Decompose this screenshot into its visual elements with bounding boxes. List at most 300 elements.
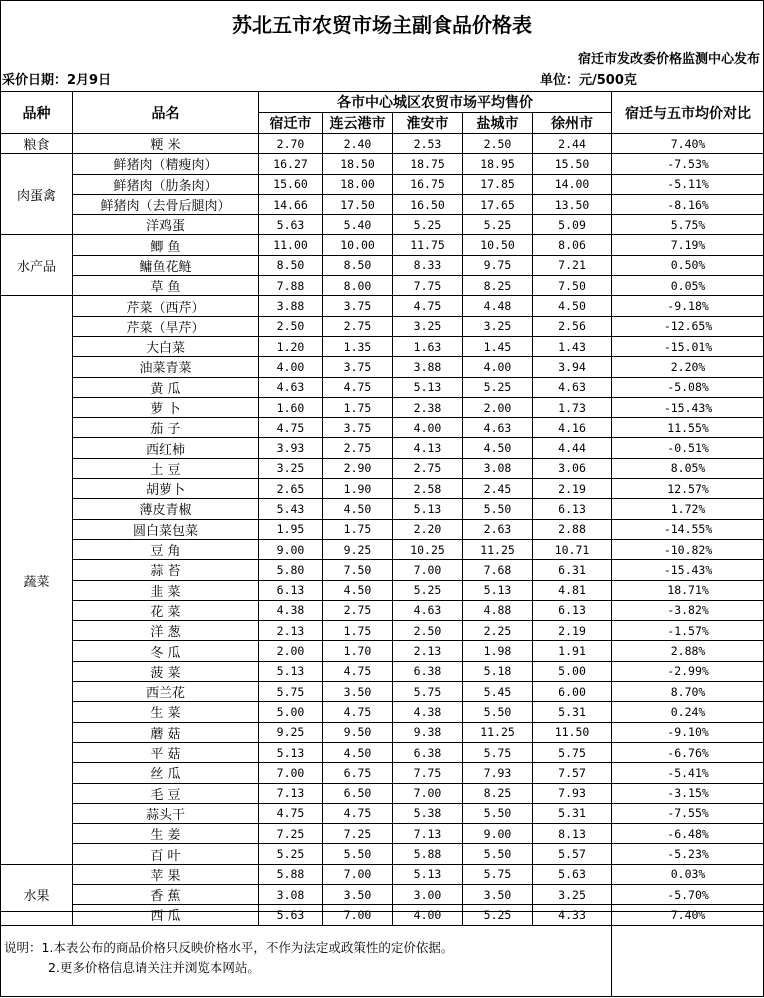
price-cell: 3.88 bbox=[393, 357, 463, 377]
product-name: 香 蕉 bbox=[73, 884, 259, 904]
price-cell: 2.88 bbox=[533, 519, 612, 539]
price-cell: 1.98 bbox=[463, 641, 533, 661]
product-name: 冬 瓜 bbox=[73, 641, 259, 661]
compare-cell: -10.82% bbox=[612, 539, 764, 559]
price-cell: 5.50 bbox=[463, 803, 533, 823]
price-cell: 4.50 bbox=[323, 742, 393, 762]
price-cell: 2.19 bbox=[533, 479, 612, 499]
table-row bbox=[1, 600, 764, 620]
price-cell: 6.38 bbox=[393, 661, 463, 681]
product-name: 土 豆 bbox=[73, 458, 259, 478]
price-cell: 8.50 bbox=[259, 255, 323, 275]
price-cell: 5.13 bbox=[393, 864, 463, 884]
price-cell: 2.75 bbox=[323, 600, 393, 620]
compare-cell: 0.05% bbox=[612, 276, 764, 296]
price-cell: 5.25 bbox=[463, 215, 533, 235]
price-cell: 5.13 bbox=[259, 742, 323, 762]
category-cell: 粮食 bbox=[1, 134, 73, 154]
table-row bbox=[1, 174, 764, 194]
price-cell: 5.18 bbox=[463, 661, 533, 681]
product-name: 菠 菜 bbox=[73, 661, 259, 681]
price-cell: 7.75 bbox=[393, 276, 463, 296]
price-cell: 4.63 bbox=[533, 377, 612, 397]
price-cell: 2.90 bbox=[323, 458, 393, 478]
price-cell: 5.00 bbox=[533, 661, 612, 681]
table-row bbox=[1, 377, 764, 397]
price-cell: 5.63 bbox=[533, 864, 612, 884]
product-name: 黄 瓜 bbox=[73, 377, 259, 397]
price-cell: 5.40 bbox=[323, 215, 393, 235]
compare-cell: -6.76% bbox=[612, 742, 764, 762]
price-cell: 7.00 bbox=[393, 560, 463, 580]
table-row bbox=[1, 864, 764, 884]
header-name: 品名 bbox=[73, 92, 259, 134]
price-cell: 1.75 bbox=[323, 519, 393, 539]
table-row bbox=[1, 276, 764, 296]
price-cell: 4.50 bbox=[463, 438, 533, 458]
product-name: 豆 角 bbox=[73, 539, 259, 559]
price-cell: 5.38 bbox=[393, 803, 463, 823]
price-cell: 3.25 bbox=[259, 458, 323, 478]
product-name: 洋鸡蛋 bbox=[73, 215, 259, 235]
compare-cell: 0.24% bbox=[612, 702, 764, 722]
price-cell: 5.25 bbox=[393, 580, 463, 600]
price-cell: 16.75 bbox=[393, 174, 463, 194]
table-row bbox=[1, 641, 764, 661]
price-cell: 1.73 bbox=[533, 397, 612, 417]
price-cell: 7.00 bbox=[393, 783, 463, 803]
compare-cell: 0.03% bbox=[612, 864, 764, 884]
table-row bbox=[1, 722, 764, 742]
price-cell: 13.50 bbox=[533, 194, 612, 214]
price-cell: 11.25 bbox=[463, 539, 533, 559]
price-cell: 8.13 bbox=[533, 824, 612, 844]
price-cell: 5.25 bbox=[463, 905, 533, 925]
product-name: 圆白菜包菜 bbox=[73, 519, 259, 539]
product-name: 生 姜 bbox=[73, 824, 259, 844]
header-group: 各市中心城区农贸市场平均售价 bbox=[259, 92, 612, 113]
price-cell: 2.00 bbox=[259, 641, 323, 661]
price-cell: 4.38 bbox=[393, 702, 463, 722]
price-cell: 3.50 bbox=[463, 884, 533, 904]
price-cell: 1.43 bbox=[533, 336, 612, 356]
price-cell: 1.20 bbox=[259, 336, 323, 356]
price-cell: 7.13 bbox=[393, 824, 463, 844]
product-name: 鲜猪肉（精瘦肉） bbox=[73, 154, 259, 174]
price-cell: 2.25 bbox=[463, 621, 533, 641]
table-row bbox=[1, 702, 764, 722]
table-row bbox=[1, 438, 764, 458]
product-name: 鳙鱼花鲢 bbox=[73, 255, 259, 275]
table-row bbox=[1, 154, 764, 174]
category-cell: 水果 bbox=[1, 864, 73, 925]
price-cell: 1.91 bbox=[533, 641, 612, 661]
compare-cell: 12.57% bbox=[612, 479, 764, 499]
price-cell: 2.75 bbox=[323, 316, 393, 336]
price-cell: 6.38 bbox=[393, 742, 463, 762]
price-cell: 5.50 bbox=[323, 844, 393, 864]
price-cell: 2.70 bbox=[259, 134, 323, 154]
product-name: 粳 米 bbox=[73, 134, 259, 154]
product-name: 西红柿 bbox=[73, 438, 259, 458]
price-cell: 2.53 bbox=[393, 134, 463, 154]
compare-cell: -5.08% bbox=[612, 377, 764, 397]
price-cell: 3.06 bbox=[533, 458, 612, 478]
price-cell: 7.13 bbox=[259, 783, 323, 803]
price-cell: 10.71 bbox=[533, 539, 612, 559]
price-cell: 3.25 bbox=[463, 316, 533, 336]
table-row bbox=[1, 580, 764, 600]
price-cell: 2.19 bbox=[533, 621, 612, 641]
price-cell: 8.06 bbox=[533, 235, 612, 255]
product-name: 毛 豆 bbox=[73, 783, 259, 803]
price-cell: 4.44 bbox=[533, 438, 612, 458]
product-name: 蒜 苔 bbox=[73, 560, 259, 580]
price-cell: 4.63 bbox=[463, 418, 533, 438]
price-cell: 5.63 bbox=[259, 215, 323, 235]
price-cell: 11.00 bbox=[259, 235, 323, 255]
price-cell: 3.93 bbox=[259, 438, 323, 458]
price-cell: 3.08 bbox=[259, 884, 323, 904]
product-name: 洋 葱 bbox=[73, 621, 259, 641]
compare-cell: 5.75% bbox=[612, 215, 764, 235]
product-name: 油菜青菜 bbox=[73, 357, 259, 377]
price-cell: 10.50 bbox=[463, 235, 533, 255]
header-compare: 宿迁与五市均价对比 bbox=[612, 92, 764, 134]
price-cell: 7.00 bbox=[323, 905, 393, 925]
price-cell: 17.85 bbox=[463, 174, 533, 194]
compare-cell: -5.41% bbox=[612, 763, 764, 783]
price-cell: 5.25 bbox=[463, 377, 533, 397]
price-cell: 7.00 bbox=[259, 763, 323, 783]
price-cell: 3.75 bbox=[323, 296, 393, 316]
compare-cell: 8.70% bbox=[612, 682, 764, 702]
price-cell: 4.75 bbox=[259, 418, 323, 438]
price-cell: 3.50 bbox=[323, 884, 393, 904]
table-row bbox=[1, 560, 764, 580]
table-row bbox=[1, 539, 764, 559]
compare-cell: 7.40% bbox=[612, 134, 764, 154]
price-cell: 5.57 bbox=[533, 844, 612, 864]
compare-cell: 1.72% bbox=[612, 499, 764, 519]
price-cell: 5.31 bbox=[533, 803, 612, 823]
price-cell: 4.75 bbox=[323, 661, 393, 681]
product-name: 百 叶 bbox=[73, 844, 259, 864]
price-cell: 4.75 bbox=[323, 803, 393, 823]
price-cell: 4.00 bbox=[393, 418, 463, 438]
price-cell: 9.25 bbox=[259, 722, 323, 742]
price-cell: 5.75 bbox=[259, 682, 323, 702]
price-cell: 9.38 bbox=[393, 722, 463, 742]
compare-cell: -3.15% bbox=[612, 783, 764, 803]
header-city: 徐州市 bbox=[533, 113, 612, 134]
notes-section bbox=[0, 911, 764, 998]
product-name: 苹 果 bbox=[73, 864, 259, 884]
product-name: 萝 卜 bbox=[73, 397, 259, 417]
table-row bbox=[1, 357, 764, 377]
price-cell: 15.60 bbox=[259, 174, 323, 194]
compare-cell: -5.23% bbox=[612, 844, 764, 864]
product-name: 花 菜 bbox=[73, 600, 259, 620]
price-cell: 7.57 bbox=[533, 763, 612, 783]
price-cell: 14.00 bbox=[533, 174, 612, 194]
compare-cell: -5.11% bbox=[612, 174, 764, 194]
compare-cell: 2.88% bbox=[612, 641, 764, 661]
page-title: 苏北五市农贸市场主副食品价格表 bbox=[0, 0, 764, 50]
compare-cell: -15.43% bbox=[612, 560, 764, 580]
table-row bbox=[1, 418, 764, 438]
product-name: 平 菇 bbox=[73, 742, 259, 762]
header-city: 盐城市 bbox=[463, 113, 533, 134]
compare-cell: -15.43% bbox=[612, 397, 764, 417]
price-cell: 1.90 bbox=[323, 479, 393, 499]
price-cell: 4.75 bbox=[393, 296, 463, 316]
category-cell: 肉蛋禽 bbox=[1, 154, 73, 235]
table-row bbox=[1, 783, 764, 803]
price-cell: 15.50 bbox=[533, 154, 612, 174]
price-cell: 17.50 bbox=[323, 194, 393, 214]
table-row bbox=[1, 621, 764, 641]
price-cell: 6.13 bbox=[533, 600, 612, 620]
price-cell: 17.65 bbox=[463, 194, 533, 214]
table-row bbox=[1, 397, 764, 417]
price-cell: 4.50 bbox=[323, 580, 393, 600]
price-cell: 4.75 bbox=[259, 803, 323, 823]
table-row bbox=[1, 316, 764, 336]
price-cell: 4.00 bbox=[463, 357, 533, 377]
price-cell: 4.88 bbox=[463, 600, 533, 620]
price-cell: 18.50 bbox=[323, 154, 393, 174]
price-cell: 3.00 bbox=[393, 884, 463, 904]
price-cell: 7.75 bbox=[393, 763, 463, 783]
price-cell: 2.75 bbox=[393, 458, 463, 478]
table-row bbox=[1, 803, 764, 823]
price-cell: 2.63 bbox=[463, 519, 533, 539]
table-row bbox=[1, 215, 764, 235]
price-cell: 2.45 bbox=[463, 479, 533, 499]
price-cell: 1.95 bbox=[259, 519, 323, 539]
header-category: 品种 bbox=[1, 92, 73, 134]
table-row bbox=[1, 296, 764, 316]
price-cell: 7.88 bbox=[259, 276, 323, 296]
price-cell: 5.88 bbox=[393, 844, 463, 864]
price-cell: 9.00 bbox=[259, 539, 323, 559]
price-cell: 1.70 bbox=[323, 641, 393, 661]
price-cell: 2.65 bbox=[259, 479, 323, 499]
price-cell: 9.00 bbox=[463, 824, 533, 844]
table-row bbox=[1, 458, 764, 478]
compare-cell: 0.50% bbox=[612, 255, 764, 275]
compare-cell: -15.01% bbox=[612, 336, 764, 356]
header-city: 淮安市 bbox=[393, 113, 463, 134]
table-row bbox=[1, 824, 764, 844]
compare-cell: -2.99% bbox=[612, 661, 764, 681]
price-cell: 5.31 bbox=[533, 702, 612, 722]
table-row bbox=[1, 884, 764, 904]
price-cell: 1.45 bbox=[463, 336, 533, 356]
price-cell: 7.21 bbox=[533, 255, 612, 275]
price-cell: 5.43 bbox=[259, 499, 323, 519]
price-cell: 1.75 bbox=[323, 621, 393, 641]
price-cell: 5.45 bbox=[463, 682, 533, 702]
price-cell: 10.25 bbox=[393, 539, 463, 559]
price-cell: 2.40 bbox=[323, 134, 393, 154]
price-cell: 3.50 bbox=[323, 682, 393, 702]
compare-cell: -12.65% bbox=[612, 316, 764, 336]
compare-cell: -9.10% bbox=[612, 722, 764, 742]
price-cell: 5.63 bbox=[259, 905, 323, 925]
price-cell: 5.13 bbox=[463, 580, 533, 600]
table-row bbox=[1, 519, 764, 539]
price-cell: 7.93 bbox=[463, 763, 533, 783]
note-line-1: 说明：1.本表公布的商品价格只反映价格水平，不作为法定或政策性的定价依据。 bbox=[4, 938, 453, 956]
price-cell: 2.75 bbox=[323, 438, 393, 458]
price-cell: 5.75 bbox=[463, 742, 533, 762]
price-cell: 2.20 bbox=[393, 519, 463, 539]
price-cell: 8.25 bbox=[463, 276, 533, 296]
price-cell: 3.75 bbox=[323, 357, 393, 377]
note-line-2: 2.更多价格信息请关注并浏览本网站。 bbox=[48, 958, 260, 976]
price-cell: 6.00 bbox=[533, 682, 612, 702]
unit-label: 单位：元/500克 bbox=[540, 71, 637, 91]
table-row bbox=[1, 235, 764, 255]
compare-cell: -6.48% bbox=[612, 824, 764, 844]
table-row bbox=[1, 479, 764, 499]
category-cell: 水产品 bbox=[1, 235, 73, 296]
table-row bbox=[1, 255, 764, 275]
compare-cell: 11.55% bbox=[612, 418, 764, 438]
price-cell: 6.31 bbox=[533, 560, 612, 580]
price-cell: 7.25 bbox=[259, 824, 323, 844]
product-name: 胡萝卜 bbox=[73, 479, 259, 499]
price-cell: 6.13 bbox=[533, 499, 612, 519]
price-cell: 3.25 bbox=[533, 884, 612, 904]
compare-cell: 18.71% bbox=[612, 580, 764, 600]
product-name: 韭 菜 bbox=[73, 580, 259, 600]
price-cell: 4.50 bbox=[533, 296, 612, 316]
price-cell: 6.13 bbox=[259, 580, 323, 600]
price-cell: 7.93 bbox=[533, 783, 612, 803]
product-name: 鲜猪肉（去骨后腿肉） bbox=[73, 194, 259, 214]
price-cell: 8.50 bbox=[323, 255, 393, 275]
product-name: 丝 瓜 bbox=[73, 763, 259, 783]
product-name: 蘑 菇 bbox=[73, 722, 259, 742]
price-cell: 2.13 bbox=[393, 641, 463, 661]
compare-cell: 7.19% bbox=[612, 235, 764, 255]
price-cell: 10.00 bbox=[323, 235, 393, 255]
product-name: 芹菜（西芹） bbox=[73, 296, 259, 316]
price-cell: 5.25 bbox=[393, 215, 463, 235]
compare-cell: -5.70% bbox=[612, 884, 764, 904]
compare-cell: -1.57% bbox=[612, 621, 764, 641]
price-cell: 8.33 bbox=[393, 255, 463, 275]
price-cell: 2.50 bbox=[259, 316, 323, 336]
compare-cell: 8.05% bbox=[612, 458, 764, 478]
compare-cell: -3.82% bbox=[612, 600, 764, 620]
price-cell: 4.00 bbox=[393, 905, 463, 925]
price-cell: 4.81 bbox=[533, 580, 612, 600]
price-cell: 5.50 bbox=[463, 499, 533, 519]
price-cell: 4.16 bbox=[533, 418, 612, 438]
table-row bbox=[1, 134, 764, 154]
price-cell: 16.27 bbox=[259, 154, 323, 174]
price-cell: 5.80 bbox=[259, 560, 323, 580]
price-cell: 4.38 bbox=[259, 600, 323, 620]
table-row bbox=[1, 336, 764, 356]
product-name: 生 菜 bbox=[73, 702, 259, 722]
table-row bbox=[1, 194, 764, 214]
price-cell: 1.75 bbox=[323, 397, 393, 417]
price-cell: 4.75 bbox=[323, 702, 393, 722]
table-row bbox=[1, 763, 764, 783]
table-row bbox=[1, 661, 764, 681]
price-cell: 3.88 bbox=[259, 296, 323, 316]
price-cell: 5.25 bbox=[259, 844, 323, 864]
product-name: 鲫 鱼 bbox=[73, 235, 259, 255]
price-cell: 5.09 bbox=[533, 215, 612, 235]
price-cell: 4.63 bbox=[259, 377, 323, 397]
product-name: 茄 子 bbox=[73, 418, 259, 438]
price-cell: 5.75 bbox=[463, 864, 533, 884]
price-cell: 2.50 bbox=[393, 621, 463, 641]
price-cell: 7.68 bbox=[463, 560, 533, 580]
price-cell: 6.50 bbox=[323, 783, 393, 803]
price-cell: 4.13 bbox=[393, 438, 463, 458]
price-cell: 7.50 bbox=[533, 276, 612, 296]
price-cell: 2.38 bbox=[393, 397, 463, 417]
price-cell: 6.75 bbox=[323, 763, 393, 783]
price-cell: 4.33 bbox=[533, 905, 612, 925]
price-cell: 4.50 bbox=[323, 499, 393, 519]
price-cell: 11.50 bbox=[533, 722, 612, 742]
compare-cell: -9.18% bbox=[612, 296, 764, 316]
price-cell: 2.58 bbox=[393, 479, 463, 499]
price-cell: 11.25 bbox=[463, 722, 533, 742]
price-cell: 9.50 bbox=[323, 722, 393, 742]
product-name: 薄皮青椒 bbox=[73, 499, 259, 519]
price-cell: 18.75 bbox=[393, 154, 463, 174]
price-cell: 9.25 bbox=[323, 539, 393, 559]
compare-cell: -8.16% bbox=[612, 194, 764, 214]
price-cell: 3.08 bbox=[463, 458, 533, 478]
price-cell: 5.13 bbox=[259, 661, 323, 681]
compare-cell: -7.53% bbox=[612, 154, 764, 174]
price-cell: 7.50 bbox=[323, 560, 393, 580]
price-cell: 5.00 bbox=[259, 702, 323, 722]
price-cell: 4.48 bbox=[463, 296, 533, 316]
header-city: 宿迁市 bbox=[259, 113, 323, 134]
price-cell: 5.88 bbox=[259, 864, 323, 884]
price-table bbox=[0, 91, 764, 926]
price-cell: 3.94 bbox=[533, 357, 612, 377]
product-name: 草 鱼 bbox=[73, 276, 259, 296]
price-cell: 2.50 bbox=[463, 134, 533, 154]
price-cell: 4.63 bbox=[393, 600, 463, 620]
compare-cell: -0.51% bbox=[612, 438, 764, 458]
price-cell: 1.63 bbox=[393, 336, 463, 356]
product-name: 大白菜 bbox=[73, 336, 259, 356]
price-cell: 11.75 bbox=[393, 235, 463, 255]
price-cell: 3.75 bbox=[323, 418, 393, 438]
category-cell: 蔬菜 bbox=[1, 296, 73, 864]
price-cell: 3.25 bbox=[393, 316, 463, 336]
price-cell: 5.50 bbox=[463, 844, 533, 864]
price-cell: 7.00 bbox=[323, 864, 393, 884]
header-city: 连云港市 bbox=[323, 113, 393, 134]
price-cell: 9.75 bbox=[463, 255, 533, 275]
price-cell: 1.60 bbox=[259, 397, 323, 417]
price-cell: 8.00 bbox=[323, 276, 393, 296]
